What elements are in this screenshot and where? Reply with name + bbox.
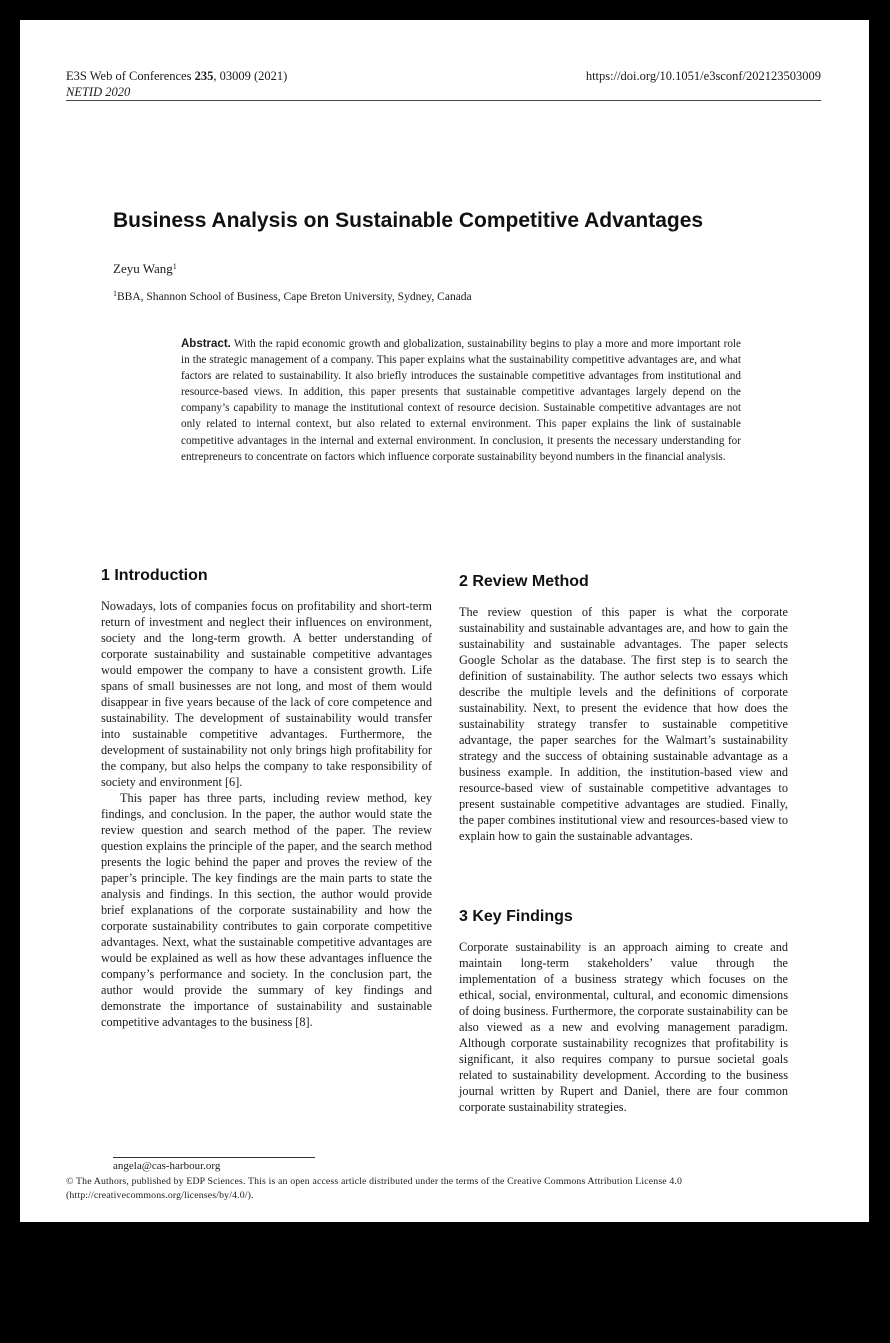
abstract xyxy=(181,336,741,465)
intro-paragraph-2: This paper has three parts, including review method, key findings, and conclusion. In the paper, the author would state the review question and search method of the paper. The review question explains the principle of the paper, and the search method presents the logic behind the paper and proves the review of the paper’s principle. The key findings are the main parts to state the analysis and findings. In this section, the author would provide brief explanations of the corporate sustainability and how the corporate sustainability contributes to gain corporate competitive advantages. Next, what the sustainable competitive advantages are would be explained as well as how these advantages influence the company’s performance and society. In the conclusion part, the author would provide the summary of key findings and demonstrate the importance of sustainability and sustainable competitive advantages to the business [8]. xyxy=(101,791,432,1029)
affiliation-text: BBA, Shannon School of Business, Cape Breton University, Sydney, Canada xyxy=(117,291,472,303)
conference-name: NETID 2020 xyxy=(66,85,131,99)
intro-heading: 1 Introduction xyxy=(101,567,208,584)
key-findings-heading: 3 Key Findings xyxy=(459,908,573,925)
intro-body xyxy=(101,598,432,1030)
journal-citation xyxy=(66,68,287,84)
license-notice xyxy=(66,1175,826,1203)
key-findings-body xyxy=(459,939,788,1115)
key-findings-paragraph: Corporate sustainability is an approach aiming to create and maintain long-term stakeholders’ value through the implementation of a business strategy which focuses on the ethical, social, environmental, cultural, and economic dimensions of doing business. Furthermore, the corporate sustainability can be also viewed as a new and evolving management paradigm. Although corporate sustainability recognizes that profitability is significant, it also requires company to pursue societal goals related to sustainability development. According to the business journal written by Rupert and Daniel, there are four common corporate sustainability strategies. xyxy=(459,940,788,1114)
author-line xyxy=(113,260,177,278)
footnote-divider xyxy=(113,1157,315,1158)
intro-paragraph-1: Nowadays, lots of companies focus on profitability and short-term return of investment and neglect their influences on environment, society and the long-term growth. A better understanding of corporate sustainability and sustainable competitive advantages would empower the company to have a consistent growth. Life spans of small businesses are not long, and most of them would disappear in five years because of the lack of core competence and sustainability. The development of sustainability would transfer into sustainable competitive advantages. Furthermore, the development of sustainability not only brings high profitability for the company, but also helps the company to take responsibility of society and environment [6]. xyxy=(101,599,432,789)
author-name: Zeyu Wang xyxy=(113,261,173,276)
license-line-1: © The Authors, published by EDP Sciences. This is an open access article distributed under the terms of the Creative Commons Attribution License 4.0 xyxy=(66,1176,683,1187)
paper-page xyxy=(20,20,869,1222)
affiliation-mark: 1 xyxy=(113,289,117,298)
review-method-paragraph: The review question of this paper is what the corporate sustainability and sustainable advantages are, and how to gain the sustainability and sustainable advantages. The paper selects Google Scholar as the database. The first step is to search the definition of sustainability. The author selects two essays which describe the multiple levels and the definitions of corporate sustainability. Next, to present the evidence that how does the sustainability strategy transfer to sustainable competitive advantage, the paper searches for the Walmart’s sustainability strategy and the success of obtaining sustainable advantage as a business example. In addition, the institution-based view and resource-based view of sustainable competitive advantages to present sustainable competitive advantages are studied. Finally, the paper combines institutional view and resources-based view to explain how to gain the sustainable advantages. xyxy=(459,605,788,843)
paper-title: Business Analysis on Sustainable Competitive Advantages xyxy=(113,209,704,232)
doi-link[interactable]: https://doi.org/10.1051/e3sconf/202123503009 xyxy=(585,69,821,83)
review-method-heading: 2 Review Method xyxy=(459,573,589,590)
journal-volume: 235 xyxy=(194,69,214,83)
review-method-body xyxy=(459,604,788,844)
affiliation-line xyxy=(113,289,472,305)
header-divider xyxy=(66,100,821,101)
author-affiliation-mark: 1 xyxy=(172,262,177,271)
author-email[interactable]: angela@cas-harbour.org xyxy=(113,1160,221,1172)
abstract-text: With the rapid economic growth and globalization, sustainability begins to play a more and more important role in the strategic management of a company. This paper explains what the sustainability competitive advantages are, and what factors are related to sustainability. It also briefly introduces the sustainable competitive advantages from institutional and resource-based views. In addition, this paper presents that sustainable competitive advantages largely depend on the company’s capability to manage the institutional context of resource decision. Sustainable competitive advantages are not only related to internal context, but also related to external environment. This paper explains the link of sustainable competitive advantages in the internal and external environment. In conclusion, it presents the necessary understanding for entrepreneurs to concentrate on factors which influence corporate sustainability beyond numbers in the financial analysis. xyxy=(181,338,741,463)
abstract-label: Abstract. xyxy=(181,338,231,350)
journal-name: E3S Web of Conferences xyxy=(66,69,192,83)
journal-header xyxy=(66,68,287,100)
journal-article: , 03009 (2021) xyxy=(213,69,288,83)
license-link[interactable]: (http://creativecommons.org/licenses/by/4.0/). xyxy=(66,1190,254,1201)
